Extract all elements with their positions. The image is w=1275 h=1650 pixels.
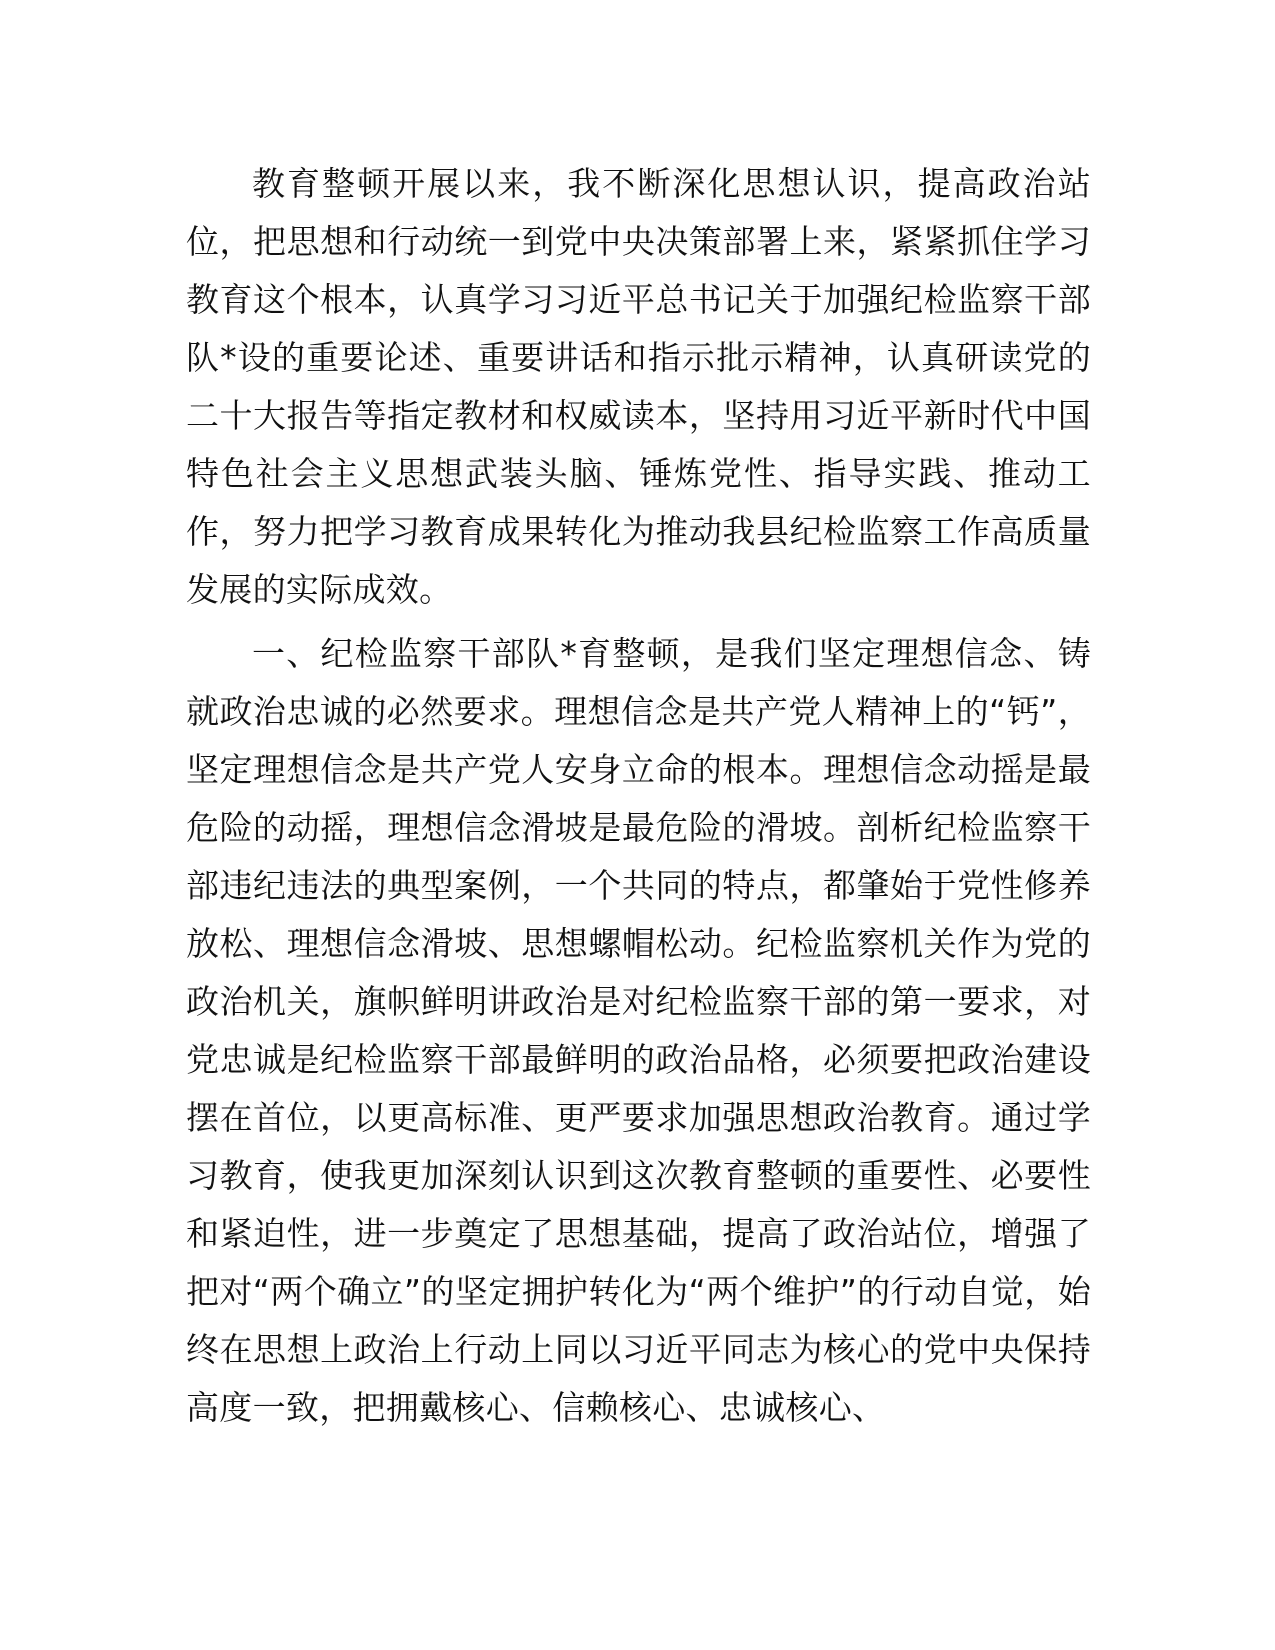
paragraph-section-one: 一、纪检监察干部队*育整顿，是我们坚定理想信念、铸就政治忠诚的必然要求。理想信念是共产党人精神上的“钙”，坚定理想信念是共产党人安身立命的根本。理想信念动摇是最危险的动摇，理想信念滑坡是最危险的滑坡。剖析纪检监察干部违纪违法的典型案例，一个共同的特点，都肇始于党性修养放松、理想信念滑坡、思想螺帽松动。纪检监察机关作为党的政治机关，旗帜鲜明讲政治是对纪检监察干部的第一要求，对党忠诚是纪检监察干部最鲜明的政治品格，必须要把政治建设摆在首位，以更高标准、更严要求加强思想政治教育。通过学习教育，使我更加深刻认识到这次教育整顿的重要性、必要性和紧迫性，进一步奠定了思想基础，提高了政治站位，增强了把对“两个确立”的坚定拥护转化为“两个维护”的行动自觉，始终在思想上政治上行动上同以习近平同志为核心的党中央保持高度一致，把拥戴核心、信赖核心、忠诚核心、 [186, 634, 1091, 1427]
paragraph-intro: 教育整顿开展以来，我不断深化思想认识，提高政治站位，把思想和行动统一到党中央决策部署上来，紧紧抓住学习教育这个根本，认真学习习近平总书记关于加强纪检监察干部队*设的重要论述、重要讲话和指示批示精神，认真研读党的二十大报告等指定教材和权威读本，坚持用习近平新时代中国特色社会主义思想武装头脑、锤炼党性、指导实践、推动工作，努力把学习教育成果转化为推动我县纪检监察工作高质量发展的实际成效。 [186, 164, 1091, 609]
document-body [186, 155, 1091, 1443]
